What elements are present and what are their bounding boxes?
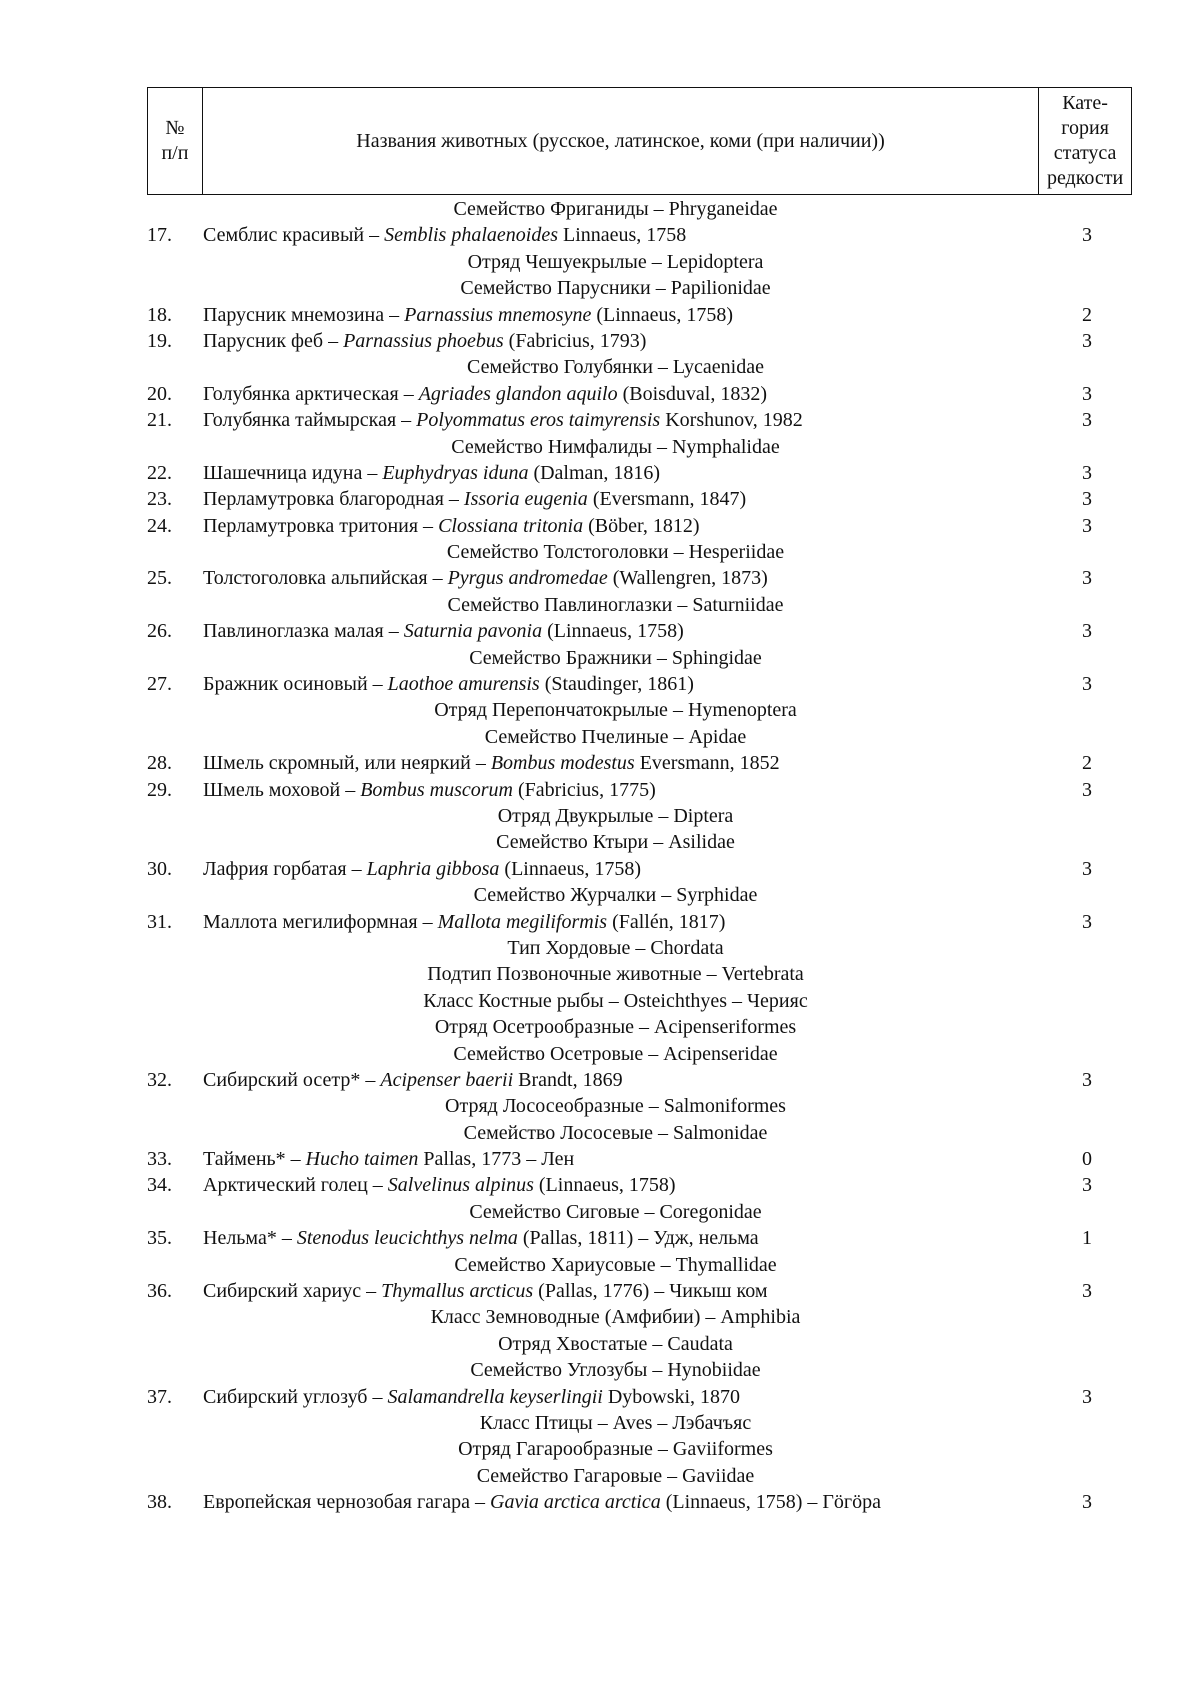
table-header [147, 87, 1132, 195]
species-latin-name: Euphydryas iduna [382, 461, 529, 484]
species-latin-name: Salvelinus alpinus [387, 1174, 534, 1197]
taxon-heading-row [0, 196, 1200, 222]
species-number: 18. [147, 303, 172, 326]
taxon-heading-row [0, 434, 1200, 460]
species-latin-name: Clossiana tritonia [438, 514, 584, 537]
header-category-line-4: редкости [1046, 167, 1124, 189]
species-name [203, 1067, 623, 1093]
taxon-heading-row [0, 1041, 1200, 1067]
species-name [203, 460, 660, 486]
taxon-heading-row [0, 882, 1200, 908]
header-category-line-1: Кате- [1062, 92, 1108, 114]
species-latin-name: Bombus modestus [490, 752, 635, 775]
taxon-heading-row [0, 988, 1200, 1014]
header-number-line-1: № [165, 117, 185, 139]
taxon-heading-row [0, 1304, 1200, 1330]
species-russian-name: Павлиноглазка малая – [203, 620, 404, 643]
species-row [0, 222, 1200, 248]
rarity-category: 2 [1082, 303, 1092, 326]
taxon-heading-row [0, 1436, 1200, 1462]
header-category-line-2: гория [1061, 117, 1109, 139]
rarity-category: 3 [1082, 488, 1092, 511]
species-row [0, 1146, 1200, 1172]
species-russian-name: Арктический голец – [203, 1174, 388, 1197]
species-author-and-local-name: Linnaeus, 1758 [558, 224, 687, 247]
rarity-category: 3 [1082, 1068, 1092, 1091]
species-author-and-local-name: Korshunov, 1982 [660, 409, 803, 432]
species-row [0, 565, 1200, 591]
species-row [0, 1489, 1200, 1515]
species-row [0, 618, 1200, 644]
species-latin-name: Semblis phalaenoides [384, 224, 558, 247]
taxon-heading: Семейство Гагаровые – Gaviidae [476, 1464, 755, 1487]
species-author-and-local-name: (Fallén, 1817) [607, 910, 726, 933]
species-name [203, 302, 733, 328]
species-number: 22. [147, 461, 172, 484]
species-russian-name: Европейская чернозобая гагара – [203, 1491, 491, 1514]
taxon-heading-row [0, 1199, 1200, 1225]
taxon-heading-row [0, 539, 1200, 565]
rarity-category: 3 [1082, 1280, 1092, 1303]
species-russian-name: Шмель моховой – [203, 778, 361, 801]
species-author-and-local-name: (Linnaeus, 1758) – Гöгöра [660, 1491, 882, 1514]
species-russian-name: Толстоголовка альпийская – [203, 567, 448, 590]
species-number: 20. [147, 382, 172, 405]
header-names-column [203, 88, 1039, 194]
rarity-category: 0 [1082, 1148, 1092, 1171]
species-name [203, 513, 700, 539]
species-author-and-local-name: (Fabricius, 1793) [503, 329, 647, 352]
species-name [203, 856, 641, 882]
species-author-and-local-name: (Boisduval, 1832) [617, 382, 768, 405]
species-row [0, 909, 1200, 935]
species-latin-name: Saturnia pavonia [403, 620, 543, 643]
taxon-heading-row [0, 645, 1200, 671]
species-number: 24. [147, 514, 172, 537]
species-name [203, 1278, 767, 1304]
taxon-heading-row [0, 724, 1200, 750]
species-name [203, 222, 686, 248]
species-author-and-local-name: (Wallengren, 1873) [607, 567, 768, 590]
taxon-heading-row [0, 697, 1200, 723]
species-author-and-local-name: (Pallas, 1776) – Чикыш ком [533, 1280, 768, 1303]
rarity-category: 3 [1082, 514, 1092, 537]
species-number: 33. [147, 1148, 172, 1171]
species-russian-name: Парусник феб – [203, 329, 344, 352]
species-number: 28. [147, 752, 172, 775]
species-row [0, 513, 1200, 539]
taxon-heading-row [0, 1120, 1200, 1146]
species-latin-name: Stenodus leucichthys nelma [296, 1227, 518, 1250]
taxon-heading: Семейство Бражники – Sphingidae [469, 646, 762, 669]
species-author-and-local-name: (Staudinger, 1861) [539, 673, 694, 696]
species-number: 32. [147, 1068, 172, 1091]
species-name [203, 565, 768, 591]
species-russian-name: Перламутровка тритония – [203, 514, 439, 537]
taxon-heading: Отряд Двукрылые – Diptera [497, 804, 734, 827]
species-latin-name: Salamandrella keyserlingii [387, 1385, 603, 1408]
species-row [0, 671, 1200, 697]
species-name [203, 381, 767, 407]
taxon-heading: Отряд Перепончатокрылые – Hymenoptera [434, 699, 797, 722]
rarity-category: 3 [1082, 857, 1092, 880]
taxon-heading: Семейство Толстоголовки – Hesperiidae [446, 541, 785, 564]
taxon-heading: Подтип Позвоночные животные – Vertebrata [427, 963, 804, 986]
species-number: 31. [147, 910, 172, 933]
species-author-and-local-name: (Pallas, 1811) – Удж, нельма [517, 1227, 759, 1250]
taxon-heading: Отряд Хвостатые – Caudata [498, 1332, 733, 1355]
species-latin-name: Parnassius mnemosyne [404, 303, 592, 326]
taxon-heading: Отряд Лососеобразные – Salmoniformes [445, 1095, 786, 1118]
species-number: 19. [147, 329, 172, 352]
species-name [203, 486, 746, 512]
species-row [0, 328, 1200, 354]
species-author-and-local-name: Brandt, 1869 [513, 1068, 623, 1091]
taxon-heading-row [0, 935, 1200, 961]
species-row [0, 1278, 1200, 1304]
species-number: 37. [147, 1385, 172, 1408]
species-row [0, 1384, 1200, 1410]
species-name [203, 1146, 574, 1172]
species-number: 25. [147, 567, 172, 590]
species-number: 38. [147, 1491, 172, 1514]
species-list [0, 196, 1200, 1516]
species-russian-name: Перламутровка благородная – [203, 488, 464, 511]
species-latin-name: Agriades glandon aquilo [418, 382, 618, 405]
taxon-heading: Семейство Фриганиды – Phryganeidae [453, 198, 778, 220]
rarity-category: 3 [1082, 1174, 1092, 1197]
species-name [203, 909, 725, 935]
taxon-heading-row [0, 829, 1200, 855]
species-latin-name: Laothoe amurensis [387, 673, 540, 696]
species-author-and-local-name: (Dalman, 1816) [528, 461, 661, 484]
species-number: 30. [147, 857, 172, 880]
taxon-heading: Класс Костные рыбы – Osteichthyes – Черияс [423, 989, 808, 1012]
species-author-and-local-name: Eversmann, 1852 [634, 752, 780, 775]
rarity-category: 1 [1082, 1227, 1092, 1250]
header-category-column [1039, 88, 1131, 194]
taxon-heading: Класс Земноводные (Амфибии) – Amphibia [430, 1306, 801, 1329]
species-number: 23. [147, 488, 172, 511]
taxon-heading-row [0, 592, 1200, 618]
taxon-heading: Семейство Нимфалиды – Nymphalidae [451, 435, 780, 458]
taxon-heading: Семейство Сиговые – Coregonidae [469, 1200, 762, 1223]
species-number: 35. [147, 1227, 172, 1250]
species-number: 26. [147, 620, 172, 643]
species-russian-name: Сибирский хариус – [203, 1280, 382, 1303]
taxon-heading: Отряд Чешуекрылые – Lepidoptera [467, 250, 764, 273]
rarity-category: 3 [1082, 910, 1092, 933]
species-row [0, 1172, 1200, 1198]
species-latin-name: Bombus muscorum [360, 778, 513, 801]
species-row [0, 381, 1200, 407]
taxon-heading: Отряд Осетрообразные – Acipenseriformes [434, 1016, 797, 1039]
species-row [0, 1067, 1200, 1093]
header-names-label: Названия животных (русское, латинское, коми (при наличии)) [356, 129, 885, 152]
species-number: 34. [147, 1174, 172, 1197]
taxon-heading: Семейство Ктыри – Asilidae [496, 831, 735, 854]
species-row [0, 302, 1200, 328]
species-author-and-local-name: Pallas, 1773 – Лен [418, 1148, 575, 1171]
species-number: 27. [147, 673, 172, 696]
header-number-column [148, 88, 203, 194]
taxon-heading-row [0, 275, 1200, 301]
species-latin-name: Polyommatus eros taimyrensis [416, 409, 661, 432]
taxon-heading-row [0, 249, 1200, 275]
taxon-heading-row [0, 1463, 1200, 1489]
species-russian-name: Таймень* – [203, 1148, 306, 1171]
species-latin-name: Laphria gibbosa [366, 857, 500, 880]
taxon-heading-row [0, 1357, 1200, 1383]
header-number-line-2: п/п [161, 142, 189, 164]
species-name [203, 1172, 676, 1198]
species-row [0, 460, 1200, 486]
taxon-heading: Семейство Пчелиные – Apidae [484, 725, 747, 748]
species-latin-name: Acipenser baerii [380, 1068, 514, 1091]
taxon-heading: Семейство Углозубы – Hynobiidae [470, 1359, 761, 1382]
species-number: 21. [147, 409, 172, 432]
species-author-and-local-name: Dybowski, 1870 [602, 1385, 741, 1408]
species-russian-name: Лафрия горбатая – [203, 857, 367, 880]
species-author-and-local-name: (Linnaeus, 1758) [542, 620, 684, 643]
rarity-category: 3 [1082, 620, 1092, 643]
species-author-and-local-name: (Linnaeus, 1758) [591, 303, 733, 326]
taxon-heading-row [0, 803, 1200, 829]
species-latin-name: Hucho taimen [305, 1148, 419, 1171]
species-row [0, 777, 1200, 803]
species-russian-name: Семблис красивый – [203, 224, 385, 247]
rarity-category: 3 [1082, 409, 1092, 432]
taxon-heading-row [0, 1093, 1200, 1119]
rarity-category: 3 [1082, 329, 1092, 352]
species-russian-name: Маллота мегилиформная – [203, 910, 438, 933]
taxon-heading-row [0, 1410, 1200, 1436]
taxon-heading-row [0, 354, 1200, 380]
species-author-and-local-name: (Eversmann, 1847) [587, 488, 747, 511]
species-name [203, 671, 694, 697]
species-russian-name: Парусник мнемозина – [203, 303, 405, 326]
taxon-heading: Семейство Лососевые – Salmonidae [463, 1121, 768, 1144]
species-name [203, 1489, 881, 1515]
taxon-heading: Семейство Парусники – Papilionidae [460, 277, 771, 300]
taxon-heading: Семейство Журчалки – Syrphidae [473, 884, 758, 907]
species-latin-name: Issoria eugenia [463, 488, 588, 511]
taxon-heading: Семейство Павлиноглазки – Saturniidae [447, 593, 784, 616]
rarity-category: 2 [1082, 752, 1092, 775]
taxon-heading: Семейство Осетровые – Acipenseridae [453, 1042, 778, 1065]
taxon-heading-row [0, 1252, 1200, 1278]
species-number: 36. [147, 1280, 172, 1303]
rarity-category: 3 [1082, 382, 1092, 405]
taxon-heading-row [0, 1014, 1200, 1040]
rarity-category: 3 [1082, 461, 1092, 484]
species-name [203, 750, 780, 776]
species-latin-name: Pyrgus andromedae [447, 567, 608, 590]
taxon-heading-row [0, 1331, 1200, 1357]
rarity-category: 3 [1082, 224, 1092, 247]
rarity-category: 3 [1082, 778, 1092, 801]
species-name [203, 328, 646, 354]
rarity-category: 3 [1082, 1491, 1092, 1514]
taxon-heading: Семейство Хариусовые – Thymallidae [454, 1253, 777, 1276]
rarity-category: 3 [1082, 567, 1092, 590]
species-author-and-local-name: (Linnaeus, 1758) [533, 1174, 676, 1197]
species-russian-name: Шашечница идуна – [203, 461, 383, 484]
species-number: 17. [147, 224, 172, 247]
species-author-and-local-name: (Böber, 1812) [583, 514, 700, 537]
species-author-and-local-name: (Fabricius, 1775) [513, 778, 656, 801]
species-russian-name: Голубянка таймырская – [203, 409, 417, 432]
species-row [0, 1225, 1200, 1251]
header-category-line-3: статуса [1053, 142, 1117, 164]
rarity-category: 3 [1082, 1385, 1092, 1408]
species-number: 29. [147, 778, 172, 801]
taxon-heading: Семейство Голубянки – Lycaenidae [467, 356, 764, 379]
species-russian-name: Сибирский углозуб – [203, 1385, 388, 1408]
rarity-category: 3 [1082, 673, 1092, 696]
species-latin-name: Gavia arctica arctica [490, 1491, 661, 1514]
species-row [0, 750, 1200, 776]
species-name [203, 1225, 759, 1251]
species-name [203, 777, 656, 803]
taxon-heading: Тип Хордовые – Chordata [507, 936, 724, 959]
taxon-heading-row [0, 961, 1200, 987]
species-name [203, 1384, 740, 1410]
species-latin-name: Mallota megiliformis [437, 910, 608, 933]
taxon-heading: Отряд Гагарообразные – Gaviiformes [458, 1438, 773, 1461]
species-russian-name: Сибирский осетр* – [203, 1068, 381, 1091]
species-name [203, 618, 684, 644]
species-author-and-local-name: (Linnaeus, 1758) [499, 857, 642, 880]
species-russian-name: Нельма* – [203, 1227, 297, 1250]
species-row [0, 407, 1200, 433]
species-row [0, 856, 1200, 882]
species-russian-name: Голубянка арктическая – [203, 382, 419, 405]
species-row [0, 486, 1200, 512]
species-latin-name: Thymallus arcticus [381, 1280, 534, 1303]
taxon-heading: Класс Птицы – Aves – Лэбачъяс [479, 1411, 752, 1434]
species-russian-name: Шмель скромный, или неяркий – [203, 752, 491, 775]
species-name [203, 407, 803, 433]
species-russian-name: Бражник осиновый – [203, 673, 388, 696]
species-latin-name: Parnassius phoebus [343, 329, 504, 352]
